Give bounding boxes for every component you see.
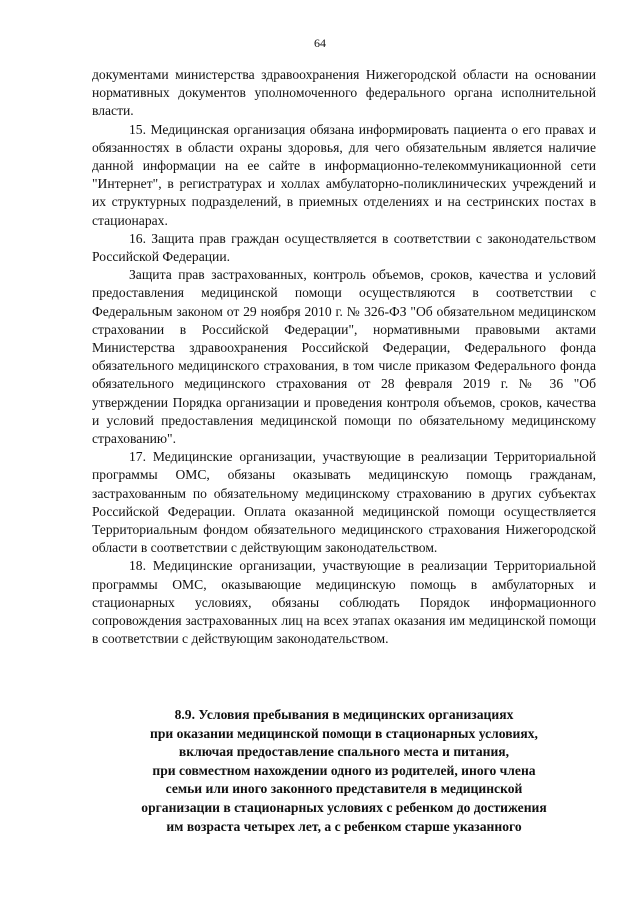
heading-line: при совместном нахождении одного из родителей, иного члена [152, 762, 536, 778]
paragraph: Защита прав застрахованных, контроль объемов, сроков, качества и условий предоставления медицинской помощи осуществляются в соответствии с Федеральным законом от 29 ноября 2010 г. № 326-ФЗ "Об обязательном медицинском страховании в Российской Федерации", нормативными правовыми актами Министерства здравоохранения Российской Федерации, Федерального фонда обязательного медицинского страхования, в том числе приказом Федерального фонда обязательного медицинского страхования от 28 февраля 2019 г. № 36 "Об утверждении Порядка организации и проведения контроля объемов, сроков, качества и условий предоставления медицинской помощи по обязательному медицинскому страхованию". [92, 267, 596, 447]
paragraph: 16. Защита прав граждан осуществляется в соответствии с законодательством Российской Федерации. [92, 230, 596, 265]
heading-line: организации в стационарных условиях с ребенком до достижения [141, 799, 547, 815]
section-heading [92, 706, 596, 836]
heading-line: включая предоставление спального места и питания, [178, 744, 510, 760]
paragraph: документами министерства здравоохранения Нижегородской области на основании нормативных документов уполномоченного федерального органа исполнительной власти. [92, 67, 596, 119]
paragraph: 18. Медицинские организации, участвующие в реализации Территориальной программы ОМС, оказывающие медицинскую помощь в амбулаторных и стационарных условиях, обязаны соблюдать Порядок информационного сопровождения застрахованных лиц на всех этапах оказания им медицинской помощи в соответствии с действующим законодательством. [92, 558, 596, 647]
page-number: 64 [314, 36, 326, 50]
body-text [92, 66, 596, 649]
heading-line: семьи или иного законного представителя в медицинской [165, 781, 523, 797]
paragraph: 15. Медицинская организация обязана информировать пациента о его правах и обязанностях в области охраны здоровья, для чего обязательным является наличие данной информации на ее сайте в информационно-телекоммуникационной сети "Интернет", в регистратурах и холлах амбулаторно-поликлинических учреждений и их структурных подразделений, в приемных отделениях и на сестринских постах в стационарах. [92, 121, 596, 228]
paragraph: 17. Медицинские организации, участвующие в реализации Территориальной программы ОМС, обязаны оказывать медицинскую помощь гражданам, застрахованным по обязательному медицинскому страхованию в других субъектах Российской Федерации. Оплата оказанной медицинской помощи осуществляется Территориальным фондом обязательного медицинского страхования Нижегородской области в соответствии с действующим законодательством. [92, 449, 596, 556]
heading-line: им возраста четырех лет, а с ребенком старше указанного [166, 818, 522, 834]
heading-line: 8.9. Условия пребывания в медицинских организациях [174, 707, 514, 722]
heading-line: при оказании медицинской помощи в стационарных условиях, [150, 725, 538, 741]
